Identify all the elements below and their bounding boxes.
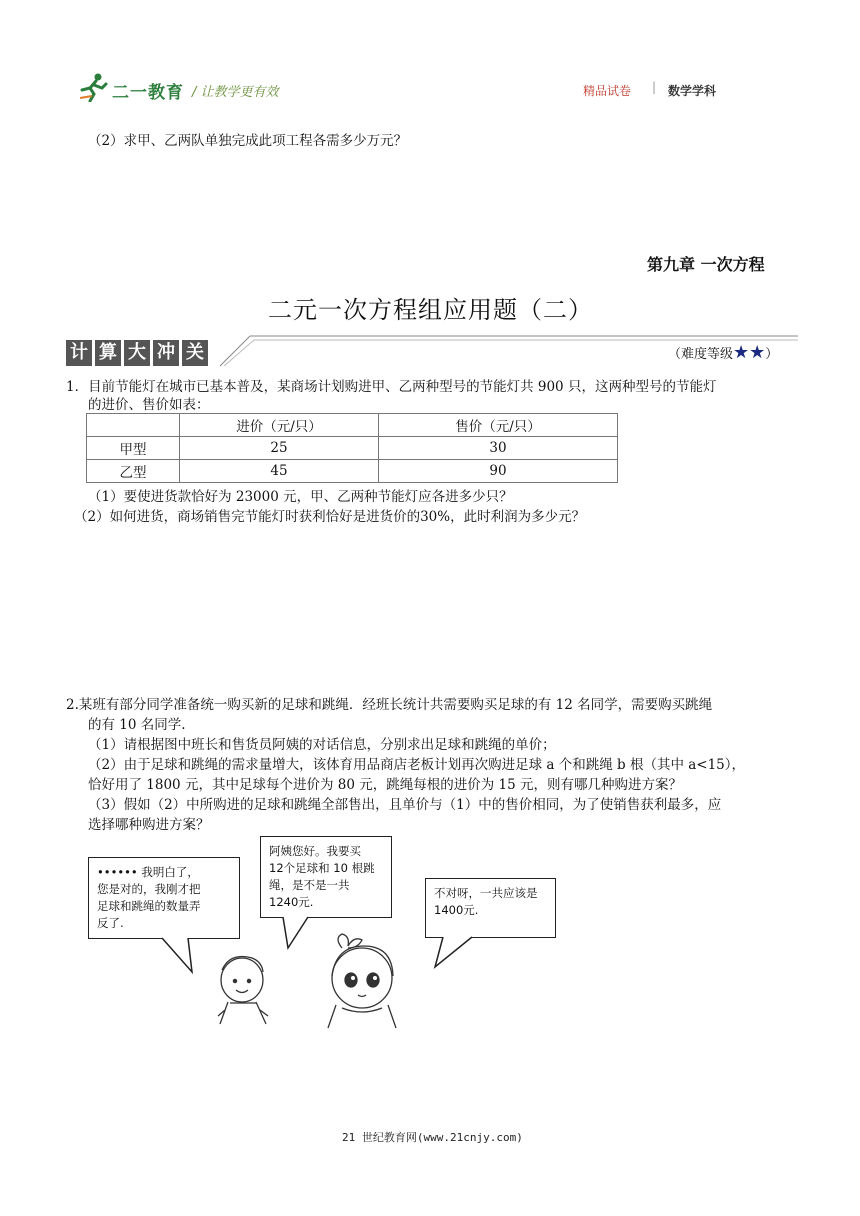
- banner-char: 计: [66, 340, 92, 366]
- logo: [78, 72, 110, 102]
- section-banner: [66, 340, 211, 366]
- table-cell: 乙型: [87, 460, 180, 483]
- top-question: （2）求甲、乙两队单独完成此项工程各需多少万元？: [88, 133, 408, 149]
- bubble-line: •••••• 我明白了，: [97, 865, 199, 879]
- slogan: / 让教学更有效: [192, 85, 279, 100]
- bubble-line: 阿姨您好。我要买: [269, 844, 361, 858]
- header-label: 精品试卷: [583, 84, 632, 98]
- banner-char: 关: [182, 340, 208, 366]
- table-cell: 甲型: [87, 437, 180, 460]
- q2-sub2: （2）由于足球和跳绳的需求量增大，该体育用品商店老板计划再次购进足球 a 个和跳绳 b 根（其中 a<15），: [88, 757, 746, 773]
- bubble-line: 1240元.: [269, 895, 314, 909]
- table-cell: 25: [180, 437, 379, 460]
- q2-line1: 2.某班有部分同学准备统一购买新的足球和跳绳．经班长统计共需要购买足球的有 12 名同学，需要购买跳绳: [66, 697, 713, 713]
- difficulty-suffix: ）: [765, 347, 779, 362]
- bubble-line: 您是对的，我刚才把: [97, 882, 201, 896]
- q2-sub2b: 恰好用了 1800 元，其中足球每个进价为 80 元，跳绳每根的进价为 15 元，则有哪几种购进方案？: [88, 777, 682, 793]
- banner-char: 冲: [153, 340, 179, 366]
- table-row: [87, 414, 618, 437]
- banner-char: 大: [124, 340, 150, 366]
- cartoon-illustration: [80, 830, 580, 1030]
- table-cell: 90: [379, 460, 618, 483]
- table-cell: 30: [379, 437, 618, 460]
- q1-sub1: （1）要使进货款恰好为 23000 元，甲、乙两种节能灯应各进多少只？: [88, 489, 513, 505]
- table-row: [87, 460, 618, 483]
- page-footer: 21 世纪教育网(www.21cnjy.com): [342, 1131, 523, 1144]
- table-cell: 进价（元/只）: [180, 414, 379, 437]
- difficulty-stars: ★★: [733, 342, 766, 363]
- difficulty: [668, 342, 778, 366]
- bubble-line: 12个足球和 10 根跳: [269, 861, 375, 875]
- q1-line1: 1．目前节能灯在城市已基本普及，某商场计划购进甲、乙两种型号的节能灯共 900 只，这两种型号的节能灯: [66, 379, 717, 395]
- q2-sub3b: 选择哪种购进方案？: [88, 817, 210, 833]
- girl-figure: [328, 934, 396, 1028]
- table-row: [87, 437, 618, 460]
- logo-text: 二一教育: [112, 83, 184, 103]
- table-cell: [87, 414, 180, 437]
- bubble-line: 反了.: [97, 916, 124, 930]
- page-title: 二元一次方程组应用题（二）: [268, 296, 593, 324]
- chapter-heading: 第九章 一次方程: [647, 255, 765, 274]
- bubble-line: 足球和跳绳的数量弄: [97, 899, 201, 913]
- q2-line2: 的有 10 名同学.: [88, 717, 186, 733]
- difficulty-prefix: （难度等级: [668, 347, 734, 362]
- header-subject: 数学学科: [668, 84, 717, 98]
- bubble-line: 1400元.: [434, 903, 479, 917]
- q2-sub1: （1）请根据图中班长和售货员阿姨的对话信息，分别求出足球和跳绳的单价；: [88, 737, 556, 753]
- table-cell: 45: [180, 460, 379, 483]
- header-separator: |: [652, 80, 657, 94]
- runner-logo-icon: [78, 72, 110, 102]
- bubble-line: 不对呀，一共应该是: [434, 886, 538, 900]
- boy-figure: [218, 957, 268, 1025]
- q1-sub2: （2）如何进货，商场销售完节能灯时获利恰好是进货价的30%，此时利润为多少元？: [74, 509, 586, 525]
- bubble-line: 绳，是不是一共: [269, 878, 350, 892]
- table-cell: 售价（元/只）: [379, 414, 618, 437]
- q2-sub3: （3）假如（2）中所购进的足球和跳绳全部售出，且单价与（1）中的售价相同，为了使销售获利最多，应: [88, 797, 722, 813]
- q1-line2: 的进价、售价如表：: [88, 397, 210, 413]
- banner-char: 算: [95, 340, 121, 366]
- price-table: [86, 413, 618, 483]
